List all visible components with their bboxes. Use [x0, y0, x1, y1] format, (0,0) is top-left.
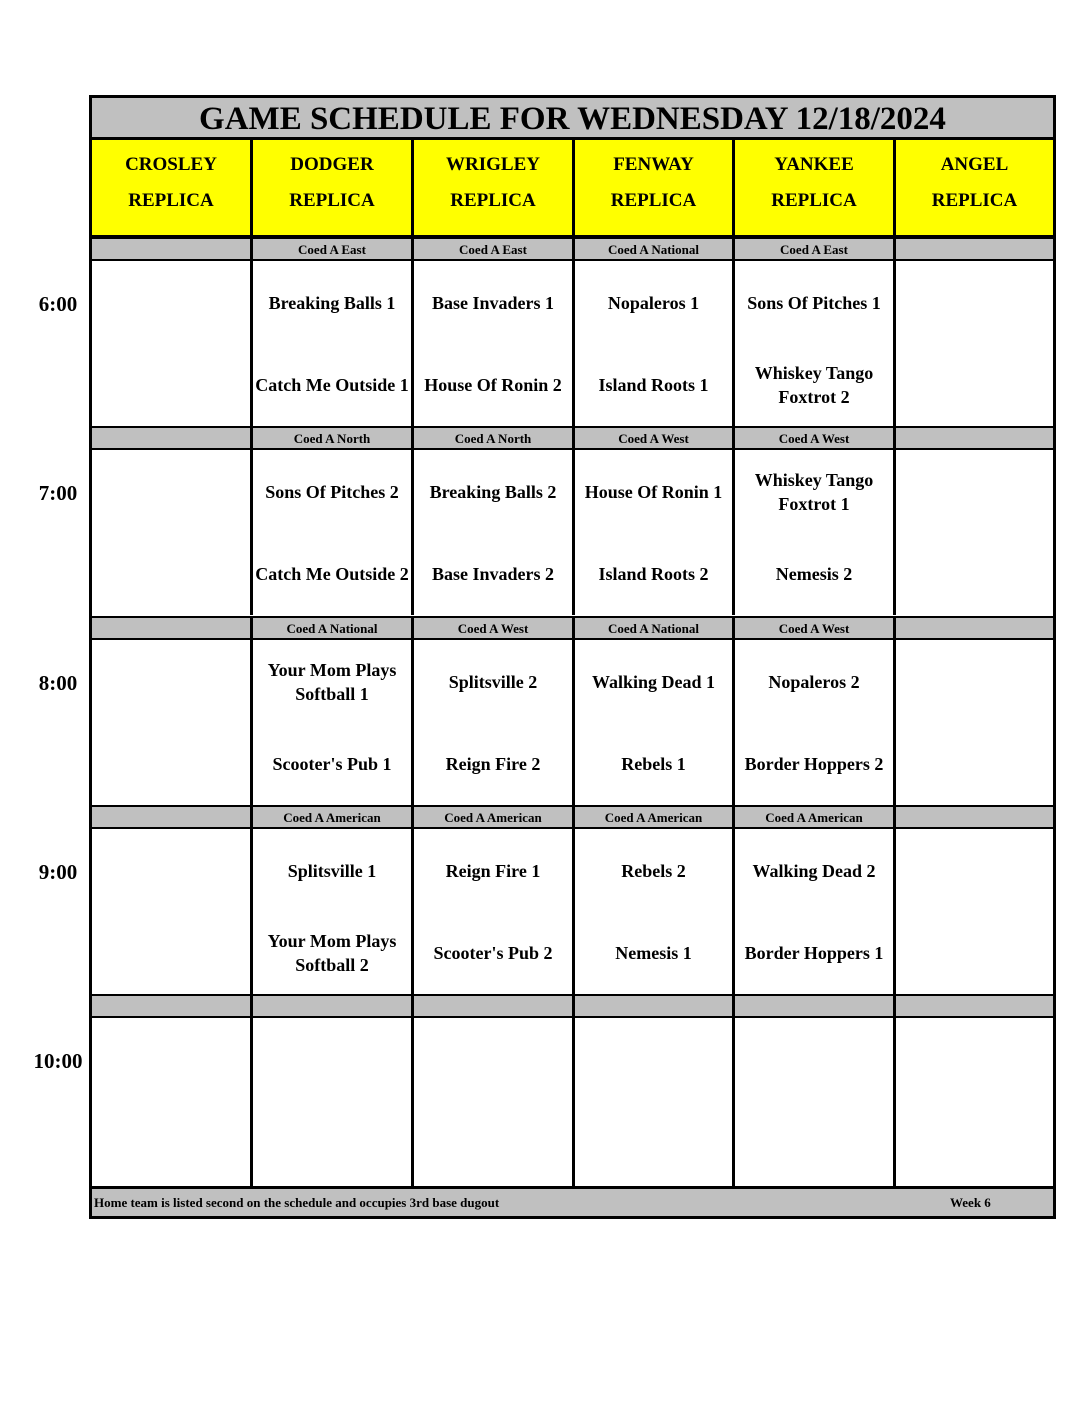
- game-cell: [735, 1018, 896, 1186]
- field-header-2: [414, 140, 575, 238]
- away-team: Reign Fire 1: [445, 861, 541, 881]
- game-cell: [414, 450, 575, 615]
- home-team: [735, 1112, 893, 1172]
- division-label: Coed A West: [735, 426, 896, 450]
- away-team: [896, 1030, 1053, 1090]
- field-subtitle: REPLICA: [931, 190, 1018, 211]
- division-label: [735, 994, 896, 1018]
- field-header-0: [92, 140, 253, 238]
- home-team: Whiskey Tango Foxtrot 2: [754, 363, 874, 407]
- division-label: Coed A National: [575, 616, 735, 640]
- away-team: Breaking Balls 1: [268, 293, 396, 313]
- away-team: [896, 841, 1053, 901]
- home-team: Base Invaders 2: [431, 564, 554, 584]
- home-team: [896, 1112, 1053, 1172]
- away-team: [92, 841, 250, 901]
- time-label: 10:00: [33, 1049, 83, 1073]
- division-label: [896, 237, 1053, 261]
- home-team: Your Mom Plays Softball 2: [267, 931, 397, 975]
- away-team: Sons Of Pitches 1: [747, 293, 881, 313]
- game-cell: [253, 640, 414, 805]
- division-label: Coed A American: [575, 805, 735, 829]
- game-cell: [253, 450, 414, 615]
- home-team: [896, 734, 1053, 794]
- game-cell: [92, 261, 253, 426]
- game-cell: [896, 1018, 1053, 1186]
- time-label: 9:00: [38, 860, 78, 884]
- game-cell: [575, 261, 735, 426]
- field-header-5: [896, 140, 1053, 238]
- division-label: Coed A West: [414, 616, 575, 640]
- field-name: ANGEL: [940, 154, 1009, 175]
- division-label: Coed A East: [735, 237, 896, 261]
- away-team: Splitsville 2: [448, 672, 538, 692]
- home-team: Scooter's Pub 2: [433, 943, 553, 963]
- game-cell: [735, 640, 896, 805]
- game-cell: [414, 261, 575, 426]
- division-label: Coed A American: [414, 805, 575, 829]
- home-team: [575, 1112, 732, 1172]
- game-cell: [414, 829, 575, 994]
- field-subtitle: REPLICA: [289, 190, 375, 211]
- home-team: Nemesis 2: [775, 564, 853, 584]
- home-team: [896, 544, 1053, 604]
- home-team: [896, 923, 1053, 983]
- home-team: [896, 355, 1053, 415]
- away-team: [896, 652, 1053, 712]
- home-team: Border Hoppers 1: [744, 943, 884, 963]
- away-team: Nopaleros 2: [768, 672, 860, 692]
- away-team: [896, 273, 1053, 333]
- division-label: Coed A West: [735, 616, 896, 640]
- division-label: [92, 805, 253, 829]
- game-cell: [253, 261, 414, 426]
- division-label: [575, 994, 735, 1018]
- home-team: [253, 1112, 411, 1172]
- away-team: Nopaleros 1: [607, 293, 700, 313]
- home-team: [92, 355, 250, 415]
- away-team: Whiskey Tango Foxtrot 1: [754, 470, 874, 514]
- division-label: Coed A American: [253, 805, 414, 829]
- away-team: [735, 1030, 893, 1090]
- game-cell: [575, 829, 735, 994]
- field-header-1: [253, 140, 414, 238]
- home-team: Reign Fire 2: [445, 754, 541, 774]
- away-team: [896, 462, 1053, 522]
- division-label: [896, 994, 1053, 1018]
- away-team: Rebels 2: [621, 861, 686, 881]
- home-team: Scooter's Pub 1: [272, 754, 392, 774]
- home-team: [92, 544, 250, 604]
- away-team: Walking Dead 2: [752, 861, 876, 881]
- home-team: Island Roots 1: [598, 375, 709, 395]
- week-label: Week 6: [950, 1195, 991, 1210]
- footer-note: Home team is listed second on the schedule and occupies 3rd base dugout: [94, 1195, 500, 1210]
- division-label: [896, 426, 1053, 450]
- home-team: Island Roots 2: [598, 564, 709, 584]
- footer: [92, 1186, 1053, 1216]
- home-team: [92, 734, 250, 794]
- field-subtitle: REPLICA: [450, 190, 536, 211]
- game-cell: [735, 829, 896, 994]
- field-name: FENWAY: [613, 154, 694, 175]
- game-cell: [92, 1018, 253, 1186]
- time-label: 8:00: [38, 671, 78, 695]
- home-team: Nemesis 1: [615, 943, 692, 963]
- division-label: [414, 994, 575, 1018]
- game-cell: [735, 450, 896, 615]
- division-label: Coed A National: [575, 237, 735, 261]
- field-name: YANKEE: [774, 154, 854, 175]
- game-cell: [414, 640, 575, 805]
- division-label: [92, 426, 253, 450]
- away-team: Your Mom Plays Softball 1: [267, 660, 397, 704]
- away-team: Splitsville 1: [287, 861, 377, 881]
- game-cell: [92, 829, 253, 994]
- away-team: [92, 1030, 250, 1090]
- away-team: [414, 1030, 572, 1090]
- away-team: Base Invaders 1: [431, 293, 554, 313]
- home-team: [414, 1112, 572, 1172]
- page-title: GAME SCHEDULE FOR WEDNESDAY 12/18/2024: [92, 98, 1053, 140]
- away-team: [92, 273, 250, 333]
- away-team: House Of Ronin 1: [584, 482, 723, 502]
- field-name: WRIGLEY: [446, 154, 540, 175]
- field-header-4: [735, 140, 896, 238]
- game-cell: [253, 1018, 414, 1186]
- game-cell: [253, 829, 414, 994]
- home-team: Rebels 1: [621, 754, 686, 774]
- away-team: [92, 652, 250, 712]
- field-name: CROSLEY: [125, 154, 217, 175]
- division-label: Coed A American: [735, 805, 896, 829]
- game-cell: [575, 640, 735, 805]
- division-label: [92, 994, 253, 1018]
- division-label: [896, 805, 1053, 829]
- game-cell: [575, 1018, 735, 1186]
- away-team: Breaking Balls 2: [429, 482, 557, 502]
- home-team: Catch Me Outside 1: [255, 375, 409, 395]
- home-team: House Of Ronin 2: [424, 375, 562, 395]
- home-team: [92, 1112, 250, 1172]
- field-subtitle: REPLICA: [771, 190, 857, 211]
- away-team: Sons Of Pitches 2: [265, 482, 399, 502]
- division-label: [253, 994, 414, 1018]
- division-label: Coed A West: [575, 426, 735, 450]
- time-label: 7:00: [38, 481, 78, 505]
- field-subtitle: REPLICA: [128, 190, 214, 211]
- division-label: Coed A East: [414, 237, 575, 261]
- division-label: Coed A North: [253, 426, 414, 450]
- game-cell: [735, 261, 896, 426]
- game-cell: [92, 640, 253, 805]
- division-label: Coed A North: [414, 426, 575, 450]
- away-team: [92, 462, 250, 522]
- away-team: Walking Dead 1: [591, 672, 716, 692]
- home-team: [92, 923, 250, 983]
- game-cell: [896, 261, 1053, 426]
- time-label: 6:00: [38, 292, 78, 316]
- division-label: Coed A National: [253, 616, 414, 640]
- home-team: Catch Me Outside 2: [255, 564, 409, 584]
- division-label: [92, 616, 253, 640]
- field-name: DODGER: [290, 154, 374, 175]
- away-team: [253, 1030, 411, 1090]
- field-header-3: [575, 140, 735, 238]
- game-cell: [896, 829, 1053, 994]
- game-cell: [896, 640, 1053, 805]
- game-cell: [414, 1018, 575, 1186]
- division-label: [896, 616, 1053, 640]
- division-label: Coed A East: [253, 237, 414, 261]
- home-team: Border Hoppers 2: [744, 754, 884, 774]
- game-cell: [896, 450, 1053, 615]
- division-label: [92, 237, 253, 261]
- game-cell: [92, 450, 253, 615]
- field-subtitle: REPLICA: [610, 190, 697, 211]
- game-cell: [575, 450, 735, 615]
- away-team: [575, 1030, 732, 1090]
